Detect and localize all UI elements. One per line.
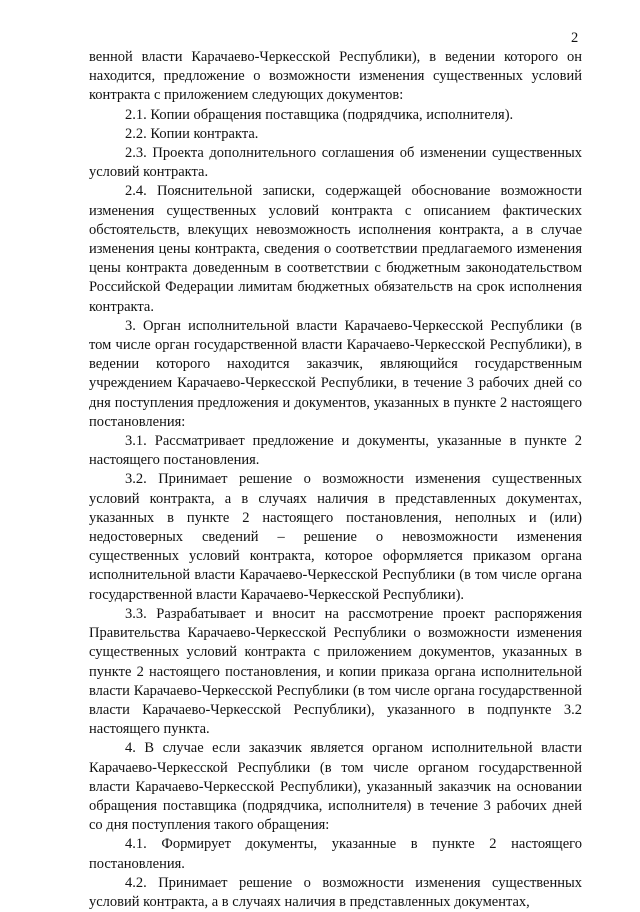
paragraph-4: 4. В случае если заказчик является органом исполнительной власти Карачаево-Черкесской Республики (в том числе органом государственной власти Карачаево-Черкесской Республики), указанный заказчик на основании обращения поставщика (подрядчика, исполнителя) в течение 3 рабочих дней со дня поступления такого обращения: [89, 740, 582, 834]
paragraph-continuation: венной власти Карачаево-Черкесской Республики), в ведении которого он находится, предложение о возможности изменения существенных условий контракта с приложением следующих документов: [89, 49, 582, 104]
page-number: 2 [571, 30, 579, 46]
paragraph-2-1: 2.1. Копии обращения поставщика (подрядчика, исполнителя). [125, 106, 514, 123]
paragraph-3-3: 3.3. Разрабатывает и вносит на рассмотрение проект распоряжения Правительства Карачаево-Черкесской Республики о возможности изменения существенных условий контракта с приложением документов, указанных в пункте 2 настоящего постановления, и копии приказа органа исполнительной власти Карачаево-Черкесской Республики (в том числе органа государственной власти Карачаево-Черкесской Республики), указанного в подпункте 3.2 настоящего пункта. [89, 605, 582, 738]
paragraph-3-2: 3.2. Принимает решение о возможности изменения существенных условий контракта, а в случаях наличия в представленных документах, указанных в пункте 2 настоящего постановления, неполных и (или) недостоверных сведений – решение о невозможности изменения существенных условий контракта, которое оформляется приказом органа исполнительной власти Карачаево-Черкесской Республики (в том числе органа государственной власти Карачаево-Черкесской Республики). [89, 471, 582, 603]
paragraph-3-1: 3.1. Рассматривает предложение и документы, указанные в пункте 2 настоящего постановления. [89, 433, 582, 469]
document-body [89, 48, 582, 912]
paragraph-3: 3. Орган исполнительной власти Карачаево-Черкесской Республики (в том числе орган государственной власти Карачаево-Черкесской Республики), в ведении которого находится заказчик, являющийся государственным учреждением Карачаево-Черкесской Республики, в течение 3 рабочих дней со дня поступления предложения и документов, указанных в пункте 2 настоящего постановления: [89, 317, 582, 430]
paragraph-4-1: 4.1. Формирует документы, указанные в пункте 2 настоящего постановления. [89, 836, 582, 872]
paragraph-2-4: 2.4. Пояснительной записки, содержащей обоснование возможности изменения существенных условий контракта с описанием фактических обстоятельств, влекущих невозможность исполнения контракта, а в случае изменения цены контракта, сведения о соответствии предлагаемого изменения цены контракта доведенным в соответствии с бюджетным законодательством Российской Федерации лимитам бюджетных обязательств на срок исполнения контракта. [89, 183, 582, 315]
paragraph-2-3: 2.3. Проекта дополнительного соглашения об изменении существенных условий контракта. [89, 145, 582, 181]
paragraph-4-2: 4.2. Принимает решение о возможности изменения существенных условий контракта, а в случаях наличия в представленных документах, [89, 874, 582, 910]
paragraph-2-2: 2.2. Копии контракта. [125, 125, 259, 142]
